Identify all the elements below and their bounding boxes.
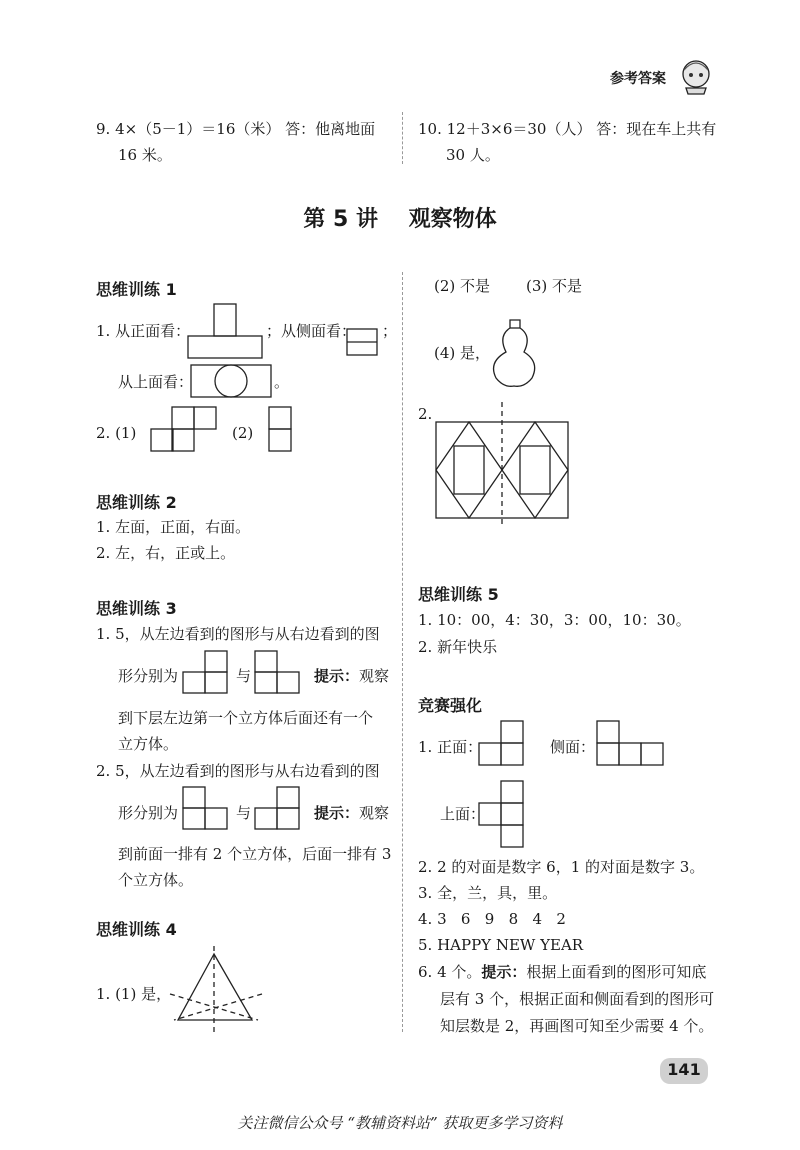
s4-q1: 1. (1) 是， (96, 985, 172, 1003)
s6-q1-side: 侧面： (550, 738, 596, 756)
section-heading-4: 思维训练 4 (96, 920, 177, 939)
q9-line1: 9. 4×（5－1）＝16（米） 答：他离地面 (96, 120, 376, 138)
side-view-figure (346, 328, 380, 358)
s6-q2: 2. 2 的对面是数字 6，1 的对面是数字 3。 (418, 858, 705, 876)
front-view-figure-2 (478, 720, 526, 768)
column-divider-top (402, 112, 403, 164)
q10-line2: 30 人。 (446, 146, 500, 164)
header-label: 参考答案 (610, 71, 666, 87)
s4-q1-4: (4) 是， (434, 344, 491, 362)
s3-q1-and: 与 (236, 667, 252, 685)
s1-q1-end: 。 (274, 373, 290, 391)
s3-q2-line1: 2. 5，从左边看到的图形与从右边看到的图 (96, 762, 380, 780)
s1-q2-b: (2) (232, 424, 254, 442)
s6-q6-line2: 层有 3 个，根据正面和侧面看到的图形可 (440, 990, 715, 1008)
hint-label: 提示： (314, 667, 360, 685)
front-view-figure (186, 302, 266, 362)
s3-q2-figure-left (182, 786, 230, 832)
s3-q1-line4: 立方体。 (118, 735, 179, 753)
s3-q2-and: 与 (236, 804, 252, 822)
footer-note: 关注微信公众号 “教辅资料站” 获取更多学习资料 (237, 1114, 563, 1132)
cartoon-avatar-icon (676, 56, 716, 96)
s3-q1-line1: 1. 5，从左边看到的图形与从右边看到的图 (96, 625, 380, 643)
section-heading-5: 思维训练 5 (418, 585, 499, 604)
triangle-figure (166, 944, 266, 1036)
s6-q1-top: 上面： (440, 805, 486, 823)
s3-q2-line3: 到前面一排有 2 个立方体，后面一排有 3 (118, 845, 392, 863)
section-heading-1: 思维训练 1 (96, 280, 177, 299)
s1-q1-top: 从上面看： (118, 373, 194, 391)
s6-q5: 5. HAPPY NEW YEAR (418, 936, 584, 954)
s1-q1-semicolon: ； (382, 322, 398, 340)
s6-q6-pre: 6. 4 个。 (418, 963, 482, 981)
s6-q6-line3: 知层数是 2，再画图可知至少需要 4 个。 (440, 1017, 714, 1035)
s5-q2: 2. 新年快乐 (418, 638, 498, 656)
s3-q1-figure-left (182, 650, 230, 696)
hint-text: 观察 (359, 804, 390, 822)
s5-q1: 1. 10：00，4：30，3：00，10：30。 (418, 611, 691, 629)
s2-q2: 2. 左，右，正或上。 (96, 544, 236, 562)
s6-q3: 3. 全，兰，具，里。 (418, 884, 558, 902)
hint-text: 观察 (359, 667, 390, 685)
hint-label: 提示： (314, 804, 360, 822)
hint-text: 根据上面看到的图形可知底 (526, 963, 707, 981)
side-view-figure-2 (596, 720, 666, 768)
s3-q2-pre: 形分别为 (118, 804, 179, 822)
s3-q2-figure-right (254, 786, 302, 832)
s6-q1-front: 1. 正面： (418, 738, 483, 756)
s3-q2-line4: 个立方体。 (118, 871, 194, 889)
s1-q2-a: 2. (1) (96, 424, 137, 442)
top-view-figure-2 (478, 780, 526, 850)
q2-figure-2 (268, 406, 294, 456)
section-heading-contest: 竞赛强化 (418, 696, 483, 715)
s3-q1-figure-right (254, 650, 302, 696)
symmetric-pattern-figure (434, 400, 582, 526)
section-heading-3: 思维训练 3 (96, 599, 177, 618)
s3-q1-hint (314, 665, 389, 687)
top-view-figure (190, 363, 272, 399)
column-divider (402, 272, 403, 1032)
q2-figure-1 (150, 406, 220, 456)
s3-q2-hint (314, 802, 389, 824)
q9-line2: 16 米。 (118, 146, 172, 164)
hint-label: 提示： (481, 963, 527, 981)
s4-q2: 2. (418, 405, 433, 423)
gourd-figure (488, 316, 542, 388)
s6-q6-line1 (418, 961, 706, 983)
page-number: 141 (667, 1060, 701, 1079)
s2-q1: 1. 左面，正面，右面。 (96, 518, 251, 536)
s6-q4: 4. 3 6 9 8 4 2 (418, 910, 566, 928)
s4-q1-3: (3) 不是 (526, 277, 583, 295)
page-title: 第 5 讲 观察物体 (303, 207, 497, 232)
s1-q1-prefix: 1. 从正面看： (96, 322, 191, 340)
s3-q1-pre: 形分别为 (118, 667, 179, 685)
s3-q1-line3: 到下层左边第一个立方体后面还有一个 (118, 709, 374, 727)
s4-q1-2: (2) 不是 (434, 277, 491, 295)
s1-q1-side: ；从侧面看： (266, 322, 357, 340)
section-heading-2: 思维训练 2 (96, 493, 177, 512)
q10-line1: 10. 12＋3×6＝30（人） 答：现在车上共有 (418, 120, 717, 138)
